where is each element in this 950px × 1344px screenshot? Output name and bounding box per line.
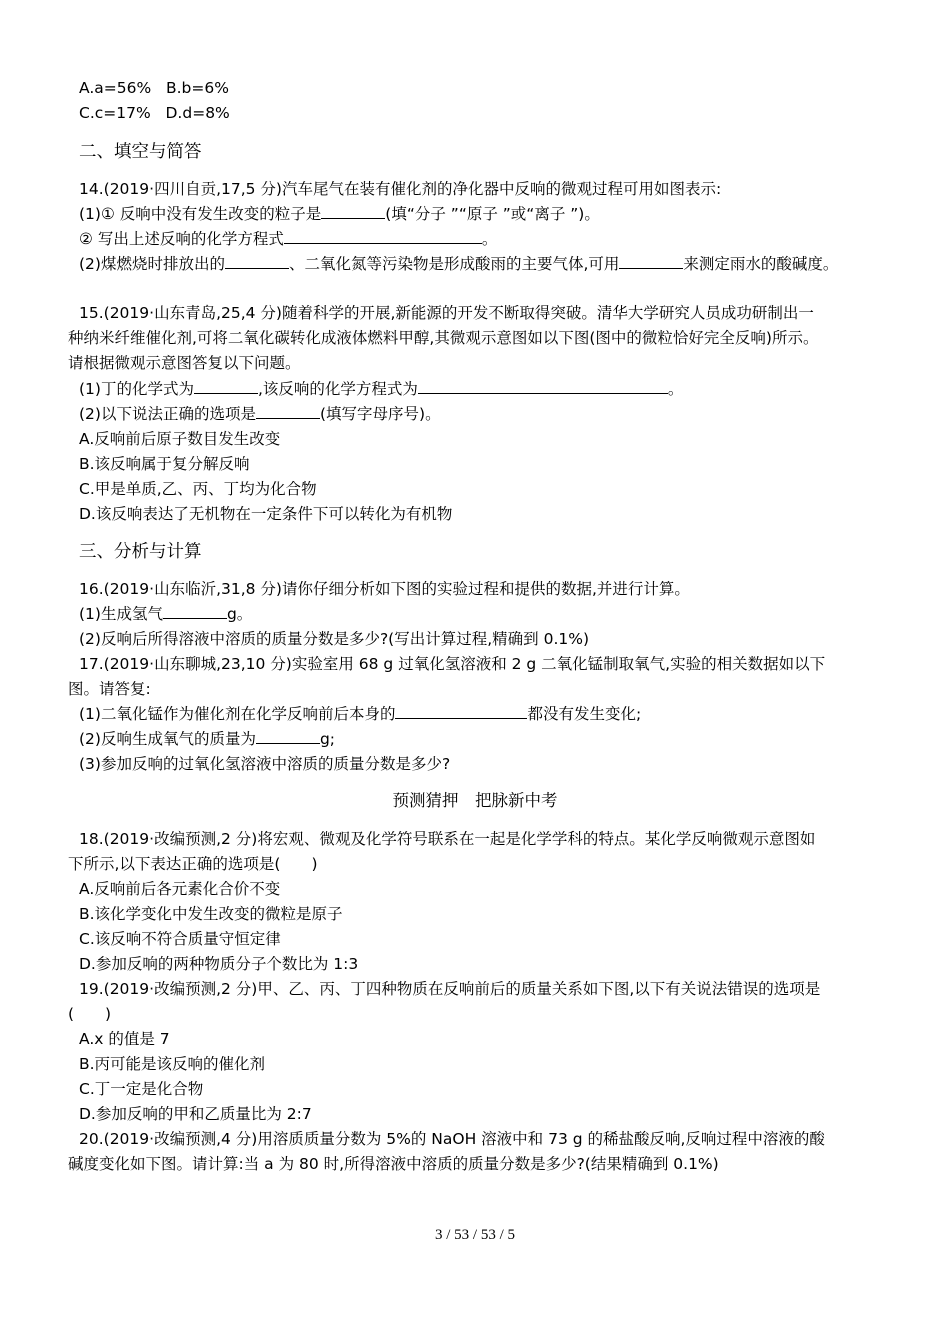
- q20-stem-line-2: 碱度变化如下图。请计算:当 a 为 80 时,所得溶液中溶质的质量分数是多少?(结果精确到 0.1%): [68, 1155, 719, 1173]
- q15-stem-line-3: 请根据微观示意图答复以下问题。: [68, 354, 301, 372]
- q15-option-a: A.反响前后原子数目发生改变: [79, 430, 281, 448]
- q14-part1-text: (1)① 反响中没有发生改变的粒子是: [79, 205, 322, 223]
- q14-part3-mid: 、二氧化氮等污染物是形成酸雨的主要气体,可用: [288, 255, 620, 273]
- q17-part2-unit: g;: [319, 730, 336, 748]
- q20-stem-line-1: 20.(2019·改编预测,4 分)用溶质质量分数为 5%的 NaOH 溶液中和 73 g 的稀盐酸反响,反响过程中溶液的酸: [79, 1130, 825, 1148]
- section-3-title: 三、分析与计算: [79, 542, 202, 562]
- q15-part2-text: (2)以下说法正确的选项是: [79, 405, 256, 423]
- answer-blank[interactable]: [256, 729, 320, 744]
- answer-blank[interactable]: [225, 254, 289, 269]
- option-a: A.a=56%: [79, 79, 152, 97]
- q18-option-c: C.该反响不符合质量守恒定律: [79, 930, 281, 948]
- q17-part3: (3)参加反响的过氧化氢溶液中溶质的质量分数是多少?: [79, 755, 451, 773]
- answer-blank[interactable]: [194, 379, 258, 394]
- q14-part1: [79, 204, 600, 224]
- answer-blank[interactable]: [619, 254, 683, 269]
- q15-part1-end: 。: [667, 380, 684, 398]
- q17-part1: [79, 704, 641, 724]
- q17-part1-text: (1)二氧化锰作为催化剂在化学反响前后本身的: [79, 705, 396, 723]
- answer-blank[interactable]: [284, 229, 482, 244]
- q14-stem: 14.(2019·四川自贡,17,5 分)汽车尾气在装有催化剂的净化器中反响的微观过程可用如图表示:: [79, 180, 722, 198]
- answer-blank[interactable]: [256, 404, 320, 419]
- q14-part2-end: 。: [481, 230, 498, 248]
- section-2-title: 二、填空与简答: [79, 142, 202, 162]
- q15-option-c: C.甲是单质,乙、丙、丁均为化合物: [79, 480, 317, 498]
- q14-part2-text: ② 写出上述反响的化学方程式: [79, 230, 284, 248]
- option-c: C.c=17%: [79, 104, 151, 122]
- q17-part2: [79, 729, 335, 749]
- q15-stem-line-1: 15.(2019·山东青岛,25,4 分)随着科学的开展,新能源的开发不断取得突破。清华大学研究人员成功研制出一: [79, 304, 814, 322]
- q17-part2-text: (2)反响生成氧气的质量为: [79, 730, 256, 748]
- q14-part3-text: (2)煤燃烧时排放出的: [79, 255, 225, 273]
- q17-stem-line-2: 图。请答复:: [68, 680, 151, 698]
- q15-option-b: B.该反响属于复分解反响: [79, 455, 250, 473]
- q13-options-row-1: [79, 78, 229, 98]
- q15-part1-mid: ,该反响的化学方程式为: [257, 380, 418, 398]
- q16-part1-text: (1)生成氢气: [79, 605, 163, 623]
- q15-part2-hint: (填写字母序号)。: [319, 405, 441, 423]
- q18-stem-line-1: 18.(2019·改编预测,2 分)将宏观、微观及化学符号联系在一起是化学学科的特点。某化学反响微观示意图如: [79, 830, 816, 848]
- q19-option-c: C.丁一定是化合物: [79, 1080, 204, 1098]
- q16-part2: (2)反响后所得溶液中溶质的质量分数是多少?(写出计算过程,精确到 0.1%): [79, 630, 590, 648]
- answer-blank[interactable]: [395, 704, 527, 719]
- q19-option-a: A.x 的值是 7: [79, 1030, 170, 1048]
- q19-option-b: B.丙可能是该反响的催化剂: [79, 1055, 266, 1073]
- q16-part1: [79, 604, 252, 624]
- q15-part1: [79, 379, 683, 399]
- q19-stem-line-1: 19.(2019·改编预测,2 分)甲、乙、丙、丁四种物质在反响前后的质量关系如下图,以下有关说法错误的选项是: [79, 980, 821, 998]
- q18-option-b: B.该化学变化中发生改变的微粒是原子: [79, 905, 343, 923]
- option-b: B.b=6%: [165, 79, 229, 97]
- option-d: D.d=8%: [165, 104, 230, 122]
- q15-part2: [79, 404, 441, 424]
- page-number: 3 / 53 / 53 / 5: [434, 1227, 515, 1243]
- answer-blank[interactable]: [418, 379, 668, 394]
- q19-stem-line-2: ( ): [68, 1005, 112, 1023]
- q14-part2: [79, 229, 497, 249]
- q17-stem-line-1: 17.(2019·山东聊城,23,10 分)实验室用 68 g 过氧化氢溶液和 2 g 二氧化锰制取氧气,实验的相关数据如以下: [79, 655, 826, 673]
- q18-option-a: A.反响前后各元素化合价不变: [79, 880, 281, 898]
- answer-blank[interactable]: [163, 604, 227, 619]
- answer-blank[interactable]: [321, 204, 385, 219]
- q14-part3-end: 来测定雨水的酸碱度。: [683, 255, 839, 273]
- q18-option-d: D.参加反响的两种物质分子个数比为 1:3: [79, 955, 359, 973]
- q16-stem: 16.(2019·山东临沂,31,8 分)请你仔细分析如下图的实验过程和提供的数据,并进行计算。: [79, 580, 690, 598]
- q14-part1-hint: (填“分子 ”“原子 ”或“离子 ”)。: [385, 205, 600, 223]
- q19-option-d: D.参加反响的甲和乙质量比为 2:7: [79, 1105, 312, 1123]
- q18-stem-line-2: 下所示,以下表达正确的选项是( ): [68, 855, 318, 873]
- q14-part3: [79, 254, 838, 274]
- q15-part1-text: (1)丁的化学式为: [79, 380, 194, 398]
- q17-part1-end: 都没有发生变化;: [527, 705, 642, 723]
- q15-stem-line-2: 种纳米纤维催化剂,可将二氧化碳转化成液体燃料甲醇,其微观示意图如以下图(图中的微粒恰好完全反响)所示。: [68, 329, 819, 347]
- q15-option-d: D.该反响表达了无机物在一定条件下可以转化为有机物: [79, 505, 453, 523]
- q13-options-row-2: [79, 103, 230, 123]
- section-4-title: 预测猜押 把脉新中考: [392, 791, 558, 810]
- q16-part1-unit: g。: [226, 605, 253, 623]
